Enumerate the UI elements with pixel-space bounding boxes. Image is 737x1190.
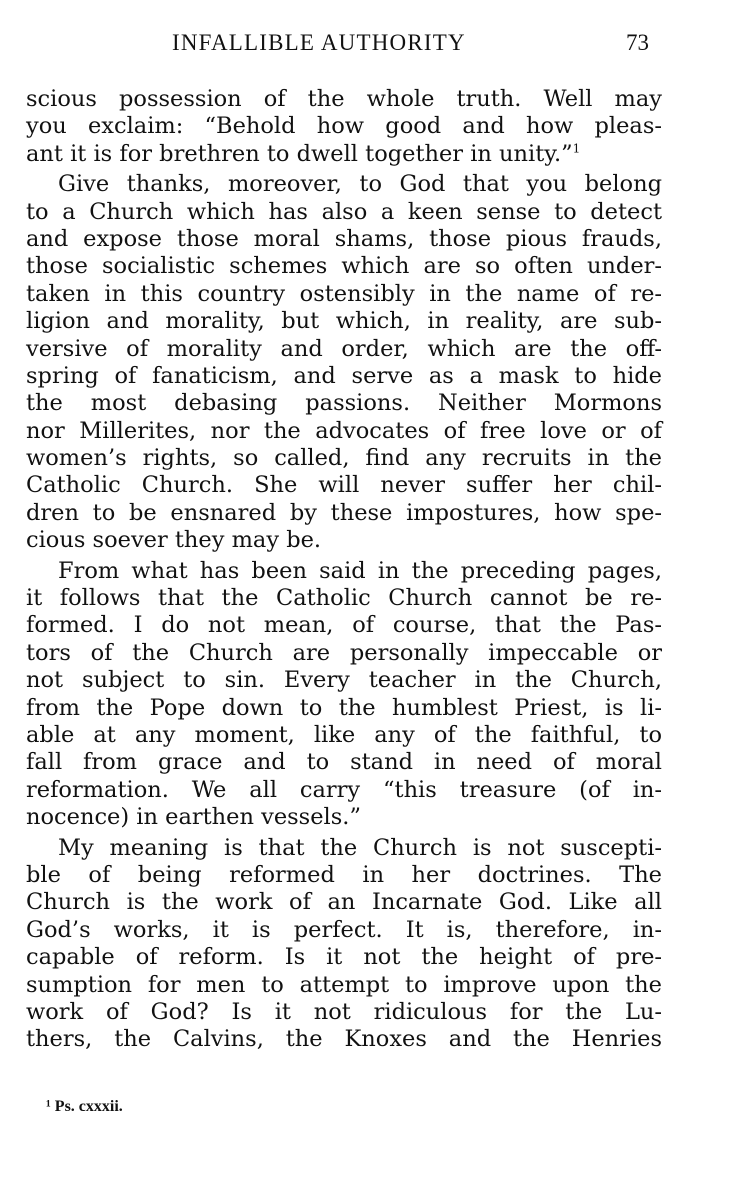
text-line: from the Pope down to the humblest Priest, is li- xyxy=(26,694,662,721)
text-line: work of God? Is it not ridiculous for the Lu- xyxy=(26,998,662,1025)
paragraph xyxy=(26,558,662,832)
footnote: ¹ Ps. cxxxii. xyxy=(46,1098,123,1115)
text-line: nocence) in earthen vessels.” xyxy=(26,804,361,831)
text-line xyxy=(26,141,662,168)
text-line: able at any moment, like any of the faithful, to xyxy=(26,721,662,748)
text-line: ble of being reformed in her doctrines. The xyxy=(26,861,662,888)
text-line: to a Church which has also a keen sense to detect xyxy=(26,198,662,225)
body-text xyxy=(26,86,662,1057)
footnote-marker: 1 xyxy=(572,141,581,156)
paragraph xyxy=(26,86,662,168)
text-line: dren to be ensnared by these impostures, how spe- xyxy=(26,499,662,526)
text-line: women’s rights, so called, find any recruits in the xyxy=(26,445,662,472)
text-line: formed. I do not mean, of course, that the Pas- xyxy=(26,612,662,639)
text-line: not subject to sin. Every teacher in the Church, xyxy=(26,667,662,694)
page-number: 73 xyxy=(626,30,649,55)
text-line: you exclaim: “Behold how good and how pleas- xyxy=(26,113,662,140)
text-line: tors of the Church are personally impeccable or xyxy=(26,639,662,666)
text-line: taken in this country ostensibly in the name of re- xyxy=(26,280,662,307)
text-line: From what has been said in the preceding pages, xyxy=(58,557,662,584)
text-line: scious possession of the whole truth. Well may xyxy=(26,86,662,112)
paragraph xyxy=(26,171,662,554)
running-head xyxy=(0,30,737,60)
text-line: cious soever they may be. xyxy=(26,527,322,554)
text-line: spring of fanaticism, and serve as a mask to hide xyxy=(26,362,662,389)
text-line: nor Millerites, nor the advocates of free love or of xyxy=(26,417,662,444)
text-line: ligion and morality, but which, in reality, are sub- xyxy=(26,308,662,335)
text-line-content: ant it is for brethren to dwell together in unity.” xyxy=(26,140,573,167)
paragraph xyxy=(26,835,662,1054)
text-line: God’s works, it is perfect. It is, therefore, in- xyxy=(26,916,662,943)
text-line: and expose those moral shams, those pious frauds, xyxy=(26,225,662,252)
text-line: thers, the Calvins, the Knoxes and the Henries xyxy=(26,1026,662,1053)
text-line: Catholic Church. She will never suffer her chil- xyxy=(26,472,662,499)
text-line: Give thanks, moreover, to God that you belong xyxy=(58,171,662,198)
text-line: those socialistic schemes which are so often under- xyxy=(26,253,662,280)
text-line: the most debasing passions. Neither Mormons xyxy=(26,390,662,417)
text-line: capable of reform. Is it not the height of pre- xyxy=(26,944,662,971)
text-line: versive of morality and order, which are the off- xyxy=(26,335,662,362)
text-line: sumption for men to attempt to improve upon the xyxy=(26,971,662,998)
text-line: it follows that the Catholic Church cannot be re- xyxy=(26,585,662,612)
text-line: My meaning is that the Church is not suscepti- xyxy=(58,834,662,861)
text-line: Church is the work of an Incarnate God. Like all xyxy=(26,889,662,916)
text-line: fall from grace and to stand in need of moral xyxy=(26,749,662,776)
running-title: INFALLIBLE AUTHORITY xyxy=(172,30,466,55)
text-line: reformation. We all carry “this treasure (of in- xyxy=(26,776,662,803)
